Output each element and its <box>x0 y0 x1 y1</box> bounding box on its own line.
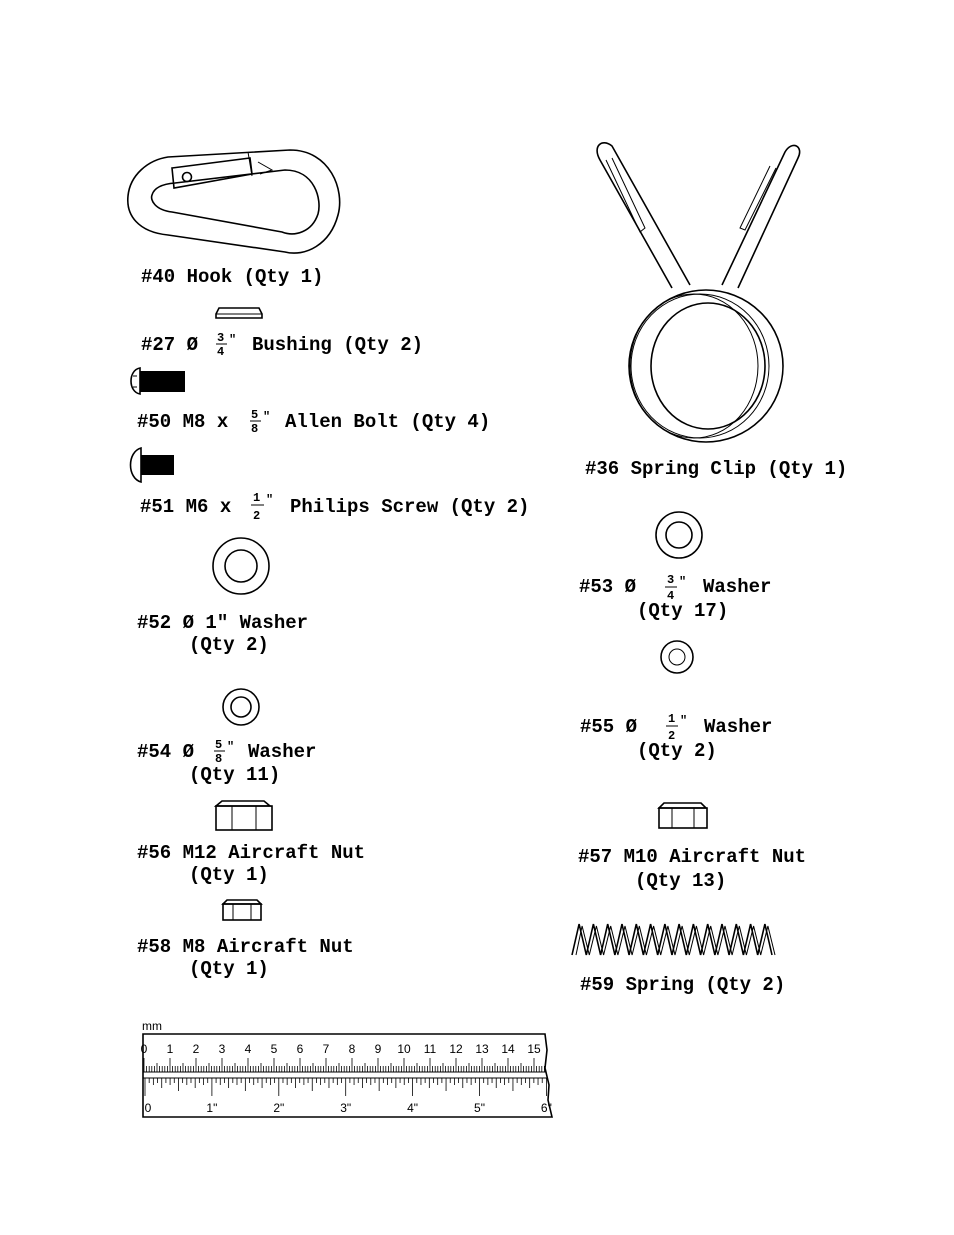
svg-text:2: 2 <box>253 509 261 523</box>
part-58-label: #58 M8 Aircraft Nut <box>137 936 354 958</box>
part-27-label <box>141 331 423 359</box>
part-58-qty: (Qty 1) <box>189 958 269 980</box>
ruler-cm-label: 9 <box>374 1042 382 1056</box>
svg-text:5: 5 <box>251 408 259 422</box>
ruler-inch-label: 4" <box>407 1101 419 1115</box>
ruler-inch-label: 2" <box>273 1101 285 1115</box>
svg-text:Washer: Washer <box>704 716 773 738</box>
ruler-cm-label: 5 <box>270 1042 278 1056</box>
svg-text:": " <box>266 493 274 507</box>
part-51-label <box>140 491 529 523</box>
ruler-inch-label: 5" <box>474 1101 485 1115</box>
ruler-inch-label: 6" <box>540 1101 552 1115</box>
svg-text:#50 M8 x: #50 M8 x <box>137 411 229 433</box>
ruler-inch-scale <box>145 1078 552 1115</box>
part-57-qty: (Qty 13) <box>635 870 727 892</box>
philips-screw-illustration <box>131 448 175 482</box>
svg-text:#55 Ø: #55 Ø <box>580 716 638 738</box>
part-50-label <box>137 408 490 436</box>
ruler-cm-scale <box>141 1042 545 1072</box>
ruler-cm-label: 6 <box>296 1042 304 1056</box>
part-56-qty: (Qty 1) <box>189 864 269 886</box>
part-53-qty: (Qty 17) <box>637 600 729 622</box>
svg-text:#27 Ø: #27 Ø <box>141 334 199 356</box>
part-57-label: #57 M10 Aircraft Nut <box>578 846 807 868</box>
ruler-cm-label: 10 <box>397 1042 411 1056</box>
m10-nut-illustration <box>659 803 707 828</box>
svg-text:1: 1 <box>253 491 261 505</box>
svg-text:Philips Screw (Qty 2): Philips Screw (Qty 2) <box>290 496 530 518</box>
svg-text:3: 3 <box>217 331 225 345</box>
svg-text:2: 2 <box>668 729 676 743</box>
ruler-inch-label: 1" <box>206 1101 218 1115</box>
part-59-label: #59 Spring (Qty 2) <box>580 974 786 996</box>
svg-text:8: 8 <box>251 422 259 436</box>
svg-text:": " <box>263 410 271 424</box>
ruler-cm-label: 11 <box>423 1042 437 1056</box>
part-52-qty: (Qty 2) <box>189 634 269 656</box>
svg-text:Washer: Washer <box>703 576 772 598</box>
svg-text:1: 1 <box>668 712 676 726</box>
svg-text:Bushing (Qty 2): Bushing (Qty 2) <box>252 334 424 356</box>
ruler-cm-label: 2 <box>192 1042 200 1056</box>
washer-1-2in-illustration <box>661 641 693 673</box>
part-55-qty: (Qty 2) <box>637 740 717 762</box>
part-40-label: #40 Hook (Qty 1) <box>141 266 324 288</box>
spring-clip-illustration <box>597 143 800 442</box>
spring-illustration <box>572 924 775 955</box>
svg-text:5: 5 <box>215 738 223 752</box>
ruler-inch-label: 3" <box>340 1101 352 1115</box>
allen-bolt-illustration <box>131 368 185 394</box>
bushing-illustration <box>216 308 262 318</box>
svg-text:4: 4 <box>667 589 675 603</box>
part-55-label <box>580 712 772 743</box>
ruler-unit-label: mm <box>142 1019 162 1033</box>
svg-text:Allen Bolt (Qty 4): Allen Bolt (Qty 4) <box>285 411 491 433</box>
washer-5-8in-illustration <box>223 689 259 725</box>
m8-nut-illustration <box>223 900 261 920</box>
svg-text:#54 Ø: #54 Ø <box>137 741 195 763</box>
svg-text:3: 3 <box>667 573 675 587</box>
svg-text:8: 8 <box>215 752 223 766</box>
svg-text:#51 M6 x: #51 M6 x <box>140 496 232 518</box>
ruler-cm-label: 12 <box>449 1042 463 1056</box>
svg-text:": " <box>227 740 235 754</box>
washer-3-4in-illustration <box>656 512 702 558</box>
ruler-cm-label: 4 <box>244 1042 252 1056</box>
ruler-cm-label: 0 <box>140 1042 148 1056</box>
hook-illustration <box>128 150 340 253</box>
part-56-label: #56 M12 Aircraft Nut <box>137 842 366 864</box>
svg-text:": " <box>679 575 687 589</box>
ruler-inch-label: 0 <box>144 1101 152 1115</box>
ruler-cm-label: 7 <box>322 1042 330 1056</box>
m12-nut-illustration <box>216 801 272 830</box>
ruler-cm-label: 14 <box>501 1042 515 1056</box>
svg-text:4: 4 <box>217 345 225 359</box>
svg-text:Washer: Washer <box>248 741 317 763</box>
ruler-cm-label: 1 <box>166 1042 174 1056</box>
part-52-label: #52 Ø 1" Washer <box>137 612 309 634</box>
washer-1in-illustration <box>213 538 269 594</box>
svg-text:": " <box>680 714 688 728</box>
measuring-ruler <box>141 1019 552 1117</box>
part-36-label: #36 Spring Clip (Qty 1) <box>585 458 848 480</box>
ruler-cm-label: 3 <box>218 1042 226 1056</box>
ruler-cm-label: 8 <box>348 1042 356 1056</box>
ruler-cm-label: 13 <box>475 1042 489 1056</box>
svg-text:#53 Ø: #53 Ø <box>579 576 637 598</box>
ruler-cm-label: 15 <box>527 1042 541 1056</box>
part-54-qty: (Qty 11) <box>189 764 281 786</box>
svg-text:": " <box>229 333 237 347</box>
part-53-label <box>579 573 771 603</box>
part-54-label <box>137 738 316 766</box>
